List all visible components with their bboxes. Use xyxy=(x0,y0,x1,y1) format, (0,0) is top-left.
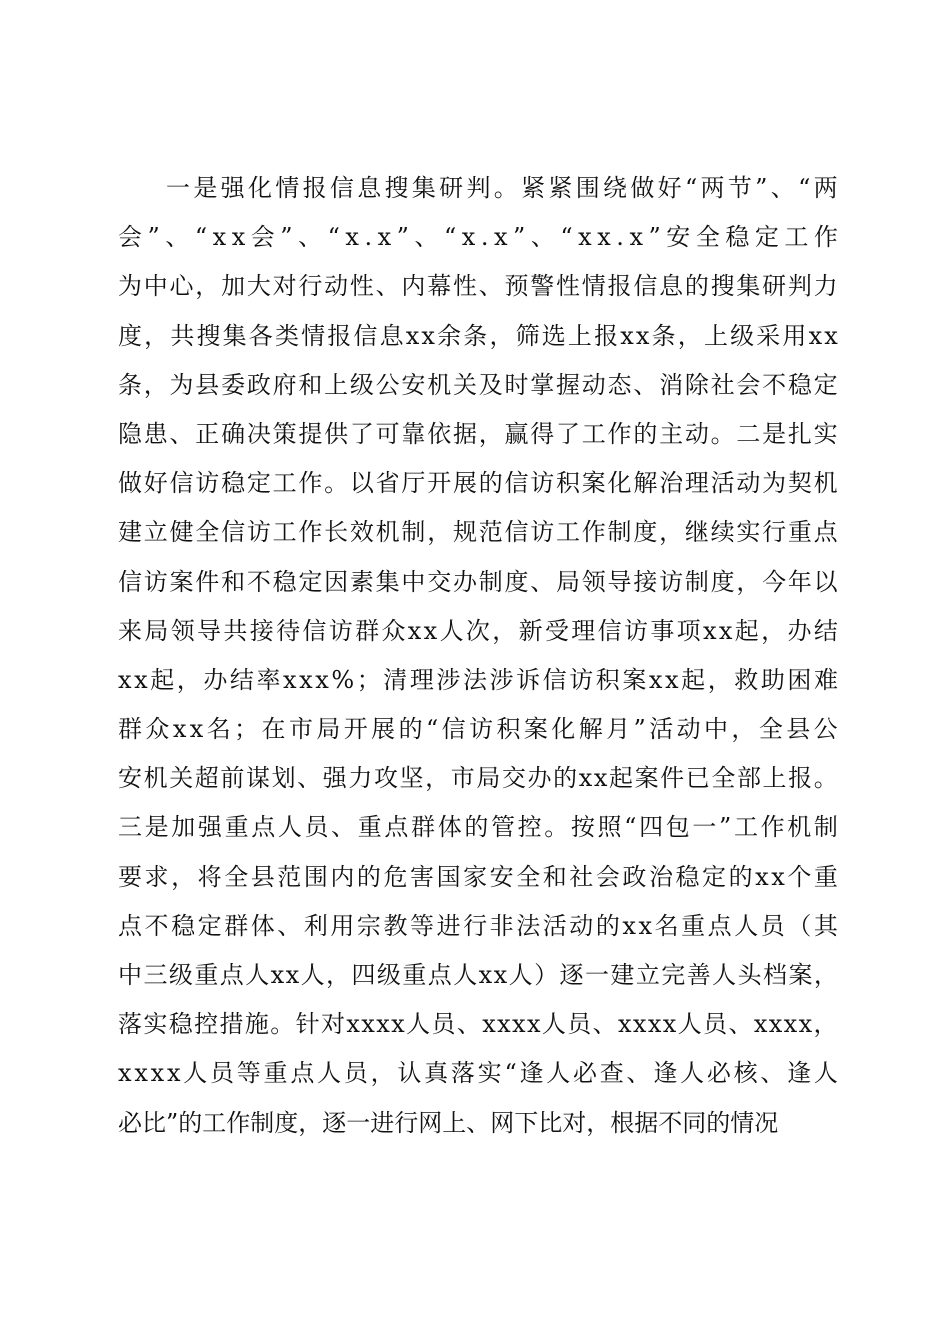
text-line: 中 三 级 重 点 人 x x 人 ， 四 级 重 点 人 x x 人 ） 逐 一 建 立 完 善 人 头 档 案 ， xyxy=(118,961,838,989)
text-line: 安 机 关 超 前 谋 划 、 强 力 攻 坚 ， 市 局 交 办 的 x x 起 案 件 已 全 部 上 报 。 xyxy=(118,764,838,793)
text-line: 来 局 领 导 共 接 待 信 访 群 众 x x 人 次 ， 新 受 理 信 访 事 项 x x 起 ， 办 结 xyxy=(118,616,838,645)
text-line: 一 是 强 化 情 报 信 息 搜 集 研 判 。 紧 紧 围 绕 做 好 “ 两 节 ” 、 “ 两 xyxy=(166,174,838,202)
text-line: 要 求 ， 将 全 县 范 围 内 的 危 害 国 家 安 全 和 社 会 政 治 稳 定 的 x x 个 重 xyxy=(118,862,838,891)
text-line: 群 众 x x 名 ； 在 市 局 开 展 的 “ 信 访 积 案 化 解 月 ” 活 动 中 ， 全 县 公 xyxy=(118,715,838,744)
text-line: 建 立 健 全 信 访 工 作 长 效 机 制 ， 规 范 信 访 工 作 制 度 ， 继 续 实 行 重 点 xyxy=(118,518,838,547)
text-line: 条 ， 为 县 委 政 府 和 上 级 公 安 机 关 及 时 掌 握 动 态 、 消 除 社 会 不 稳 定 xyxy=(118,370,838,399)
text-line: 度 ， 共 搜 集 各 类 情 报 信 息 x x 余 条 ， 筛 选 上 报 x x 条 ， 上 级 采 用 x x xyxy=(118,321,838,350)
text-line: 必比”的工作制度，逐一进行网上、网下比对，根据不同的情况 xyxy=(118,1108,779,1137)
text-line: 三 是 加 强 重 点 人 员 、 重 点 群 体 的 管 控 。 按 照 “ 四 包 一 ” 工 作 机 制 xyxy=(118,813,838,842)
text-line: x x 起 ， 办 结 率 x x x % ； 清 理 涉 法 涉 诉 信 访 积 案 x x 起 ， 救 助 困 难 xyxy=(118,665,838,694)
text-line: 为 中 心 ， 加 大 对 行 动 性 、 内 幕 性 、 预 警 性 情 报 信 息 的 搜 集 研 判 力 xyxy=(118,272,838,301)
text-line: 信 访 案 件 和 不 稳 定 因 素 集 中 交 办 制 度 、 局 领 导 接 访 制 度 ， 今 年 以 xyxy=(118,567,838,596)
text-line: 会 ” 、 “ x x 会 ” 、 “ x . x ” 、 “ x . x ” 、 “ x x . x ” 安 全 稳 定 工 作 xyxy=(118,223,838,252)
body-paragraph xyxy=(118,164,838,1148)
text-line: 点 不 稳 定 群 体 、 利 用 宗 教 等 进 行 非 法 活 动 的 x x 名 重 点 人 员 （ 其 xyxy=(118,911,838,940)
text-line: 做 好 信 访 稳 定 工 作 。 以 省 厅 开 展 的 信 访 积 案 化 解 治 理 活 动 为 契 机 xyxy=(118,469,838,498)
text-line: 隐 患 、 正 确 决 策 提 供 了 可 靠 依 据 ， 赢 得 了 工 作 的 主 动 。 二 是 扎 实 xyxy=(118,419,838,448)
text-line: 落 实 稳 控 措 施 。 针 对 x x x x 人 员 、 x x x x 人 员 、 x x x x 人 员 、 x x x x ， xyxy=(118,1010,838,1039)
text-line: x x x x 人 员 等 重 点 人 员 ， 认 真 落 实 “ 逢 人 必 查 、 逢 人 必 核 、 逢 人 xyxy=(118,1059,838,1088)
